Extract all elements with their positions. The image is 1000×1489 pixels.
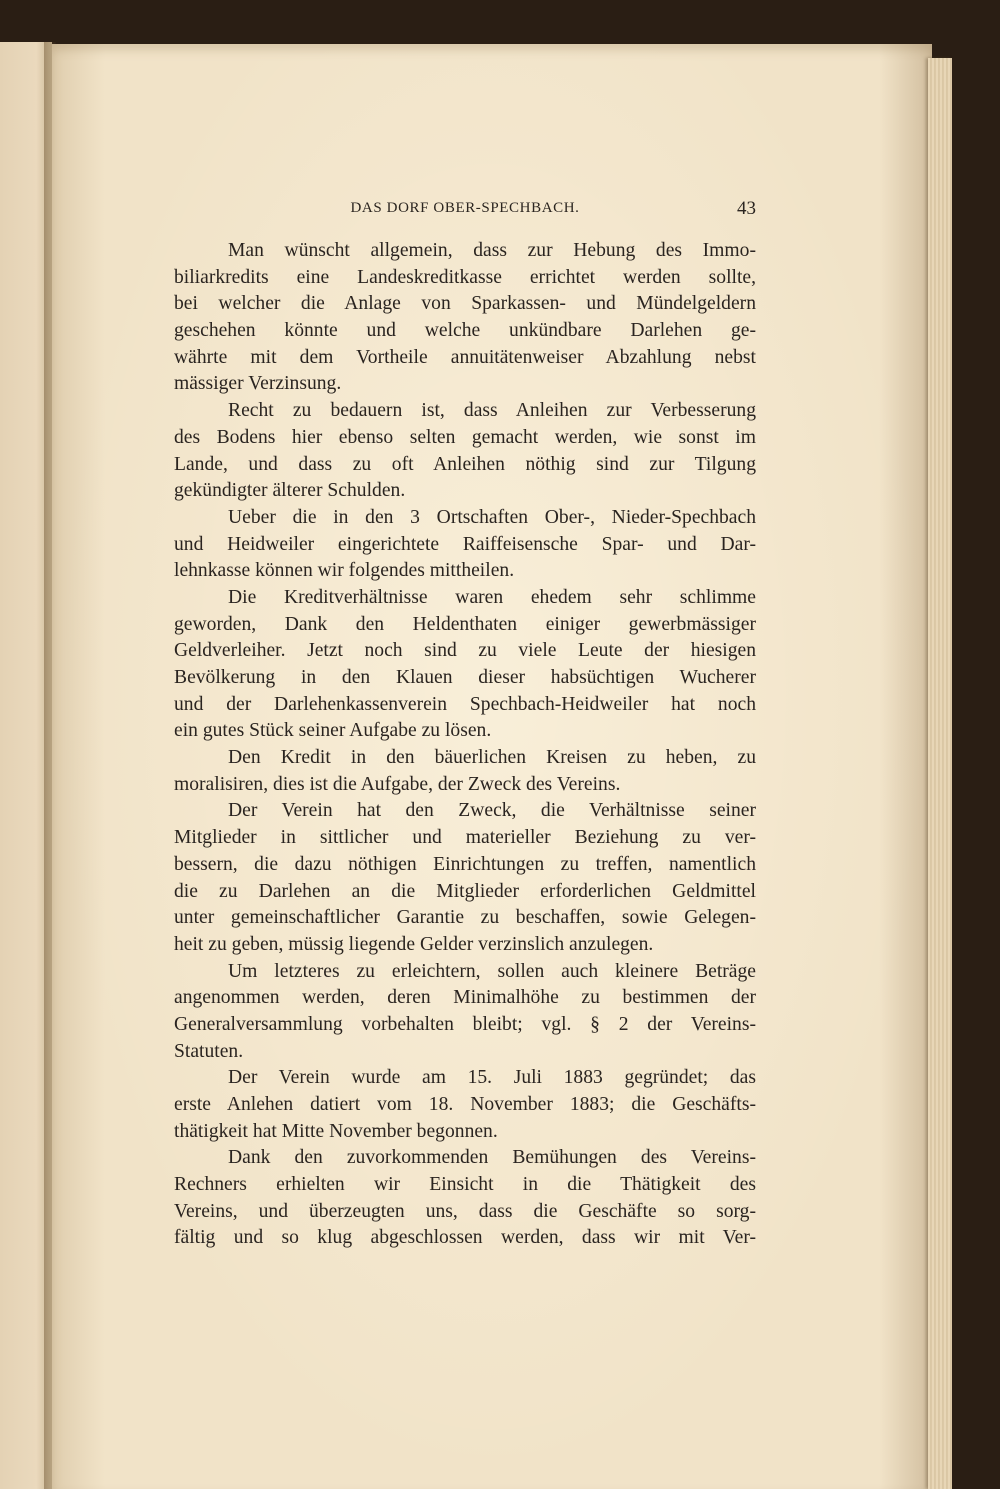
text-line: Den Kredit in den bäuerlichen Kreisen zu heben, zu xyxy=(228,747,756,769)
text-line: mässiger Verzinsung. xyxy=(174,373,342,395)
text-line: Um letzteres zu erleichtern, sollen auch kleinere Beträge xyxy=(228,960,756,982)
text-line: geschehen könnte und welche unkündbare Darlehen ge- xyxy=(174,320,756,342)
text-line: Bevölkerung in den Klauen dieser habsüchtigen Wucherer xyxy=(174,667,756,688)
text-line: Geldverleiher. Jetzt noch sind zu viele Leute der hiesigen xyxy=(174,640,756,662)
text-line: heit zu geben, müssig liegende Gelder verzinslich anzulegen. xyxy=(174,933,654,955)
text-line: thätigkeit hat Mitte November begonnen. xyxy=(174,1120,498,1142)
text-line: moralisiren, dies ist die Aufgabe, der Zweck des Vereins. xyxy=(174,773,621,795)
text-line: Statuten. xyxy=(174,1040,244,1062)
running-title: DAS DORF OBER-SPECHBACH. xyxy=(350,200,580,216)
page-number: 43 xyxy=(737,198,756,219)
running-head xyxy=(174,200,756,224)
text-line: gekündigter älterer Schulden. xyxy=(174,480,406,502)
text-line: des Bodens hier ebenso selten gemacht werden, wie sonst im xyxy=(174,426,756,448)
text-line: Generalversammlung vorbehalten bleibt; vgl. § 2 der Vereins- xyxy=(174,1013,756,1035)
text-line: erste Anlehen datiert vom 18. November 1883; die Geschäfts- xyxy=(174,1094,756,1115)
text-line: biliarkredits eine Landeskreditkasse errichtet werden sollte, xyxy=(174,266,756,288)
text-line: Der Verein hat den Zweck, die Verhältnisse seiner xyxy=(228,800,756,822)
text-line: Der Verein wurde am 15. Juli 1883 gegründet; das xyxy=(228,1067,756,1089)
text-line: währte mit dem Vortheile annuitätenweiser Abzahlung nebst xyxy=(174,346,756,368)
text-line: angenommen werden, deren Minimalhöhe zu bestimmen der xyxy=(174,987,756,1009)
text-line: bei welcher die Anlage von Sparkassen- und Mündelgeldern xyxy=(174,293,756,315)
text-line: Dank den zuvorkommenden Bemühungen des Vereins- xyxy=(228,1147,756,1169)
text-line: Ueber die in den 3 Ortschaften Ober-, Nieder-Spechbach xyxy=(228,506,756,528)
text-line: und der Darlehenkassenverein Spechbach-Heidweiler hat noch xyxy=(174,693,756,715)
page-edges xyxy=(928,58,952,1489)
text-line: ein gutes Stück seiner Aufgabe zu lösen. xyxy=(174,720,492,742)
text-line: Vereins, und überzeugten uns, dass die Geschäfte so sorg- xyxy=(174,1200,756,1222)
body-text xyxy=(174,238,756,1252)
text-line: Mitglieder in sittlicher und materieller Beziehung zu ver- xyxy=(174,827,756,849)
text-line: Rechners erhielten wir Einsicht in die Thätigkeit des xyxy=(174,1174,756,1196)
text-line: Man wünscht allgemein, dass zur Hebung des Immo- xyxy=(228,240,756,261)
text-line: bessern, die dazu nöthigen Einrichtungen zu treffen, namentlich xyxy=(174,853,756,875)
text-line: die zu Darlehen an die Mitglieder erforderlichen Geldmittel xyxy=(174,880,756,902)
text-line: geworden, Dank den Heldenthaten einiger gewerbmässiger xyxy=(174,613,756,635)
text-line: und Heidweiler eingerichtete Raiffeisensche Spar- und Dar- xyxy=(174,533,756,555)
text-line: Lande, und dass zu oft Anleihen nöthig sind zur Tilgung xyxy=(174,453,756,475)
text-line: Recht zu bedauern ist, dass Anleihen zur Verbesserung xyxy=(228,400,756,422)
text-line: Die Kreditverhältnisse waren ehedem sehr schlimme xyxy=(228,586,756,608)
text-line: unter gemeinschaftlicher Garantie zu beschaffen, sowie Gelegen- xyxy=(174,907,756,929)
text-line: lehnkasse können wir folgendes mittheilen. xyxy=(174,560,515,582)
text-line: fältig und so klug abgeschlossen werden, dass wir mit Ver- xyxy=(174,1227,756,1249)
